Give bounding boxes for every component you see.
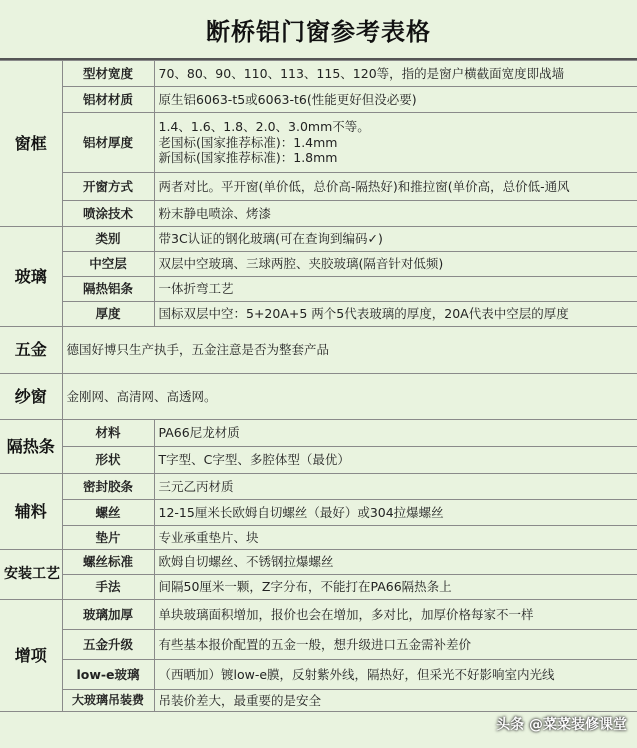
- row-label: 材料: [62, 420, 154, 447]
- reference-table: [0, 60, 637, 712]
- table-row: [0, 113, 637, 173]
- row-value: [154, 113, 637, 173]
- row-label: 中空层: [62, 252, 154, 277]
- row-label: 螺丝标准: [62, 550, 154, 575]
- row-value: 带3C认证的钢化玻璃(可在查询到编码✓): [154, 227, 637, 252]
- row-value: 粉末静电喷涂、烤漆: [154, 201, 637, 227]
- row-label: 玻璃加厚: [62, 600, 154, 630]
- row-label: 喷涂技术: [62, 201, 154, 227]
- row-value: 三元乙丙材质: [154, 474, 637, 500]
- table-row: [0, 201, 637, 227]
- table-row: [0, 374, 637, 420]
- table-row: [0, 500, 637, 526]
- category-window-frame: 窗框: [0, 61, 62, 227]
- category-thermal-strip: 隔热条: [0, 420, 62, 474]
- category-accessories: 辅料: [0, 474, 62, 550]
- category-glass: 玻璃: [0, 227, 62, 327]
- category-installation: 安装工艺: [0, 550, 62, 600]
- row-label: 五金升级: [62, 630, 154, 660]
- row-label: 手法: [62, 575, 154, 600]
- table-row: [0, 660, 637, 690]
- table-row: [0, 630, 637, 660]
- row-label: 铝材厚度: [62, 113, 154, 173]
- row-value: 12-15厘米长欧姆自切螺丝（最好）或304拉爆螺丝: [154, 500, 637, 526]
- table-row: [0, 690, 637, 712]
- row-label: 形状: [62, 447, 154, 474]
- row-value: 间隔50厘米一颗，Z字分布，不能打在PA66隔热条上: [154, 575, 637, 600]
- value-line: 1.4、1.6、1.8、2.0、3.0mm不等。: [158, 119, 370, 135]
- row-value: 原生铝6063-t5或6063-t6(性能更好但没必要): [154, 87, 637, 113]
- row-label: low-e玻璃: [62, 660, 154, 690]
- table-row: [0, 550, 637, 575]
- table-row: [0, 327, 637, 374]
- table-row: [0, 87, 637, 113]
- row-label: 大玻璃吊装费: [62, 690, 154, 712]
- page-title: 断桥铝门窗参考表格: [0, 0, 637, 60]
- table-row: [0, 302, 637, 327]
- row-value: T字型、C字型、多腔体型（最优）: [154, 447, 637, 474]
- row-value: 吊装价差大，最重要的是安全: [154, 690, 637, 712]
- table-row: [0, 227, 637, 252]
- row-value: 双层中空玻璃、三球两腔、夹胶玻璃(隔音针对低频): [154, 252, 637, 277]
- table-row: [0, 173, 637, 201]
- row-value: （西晒加）镀low-e膜，反射紫外线，隔热好，但采光不好影响室内光线: [154, 660, 637, 690]
- row-value: 欧姆自切螺丝、不锈钢拉爆螺丝: [154, 550, 637, 575]
- category-add-ons: 增项: [0, 600, 62, 712]
- table-row: [0, 600, 637, 630]
- table-row: [0, 277, 637, 302]
- row-label: 铝材材质: [62, 87, 154, 113]
- row-label: 型材宽度: [62, 61, 154, 87]
- row-label: 隔热铝条: [62, 277, 154, 302]
- row-value: 一体折弯工艺: [154, 277, 637, 302]
- row-label: 厚度: [62, 302, 154, 327]
- category-screen: 纱窗: [0, 374, 62, 420]
- table-row: [0, 252, 637, 277]
- value-line: 新国标(国家推荐标准)：1.8mm: [158, 150, 338, 166]
- row-label: 类别: [62, 227, 154, 252]
- row-value: 70、80、90、110、113、115、120等，指的是窗户横截面宽度即战墙: [154, 61, 637, 87]
- row-value: PA66尼龙材质: [154, 420, 637, 447]
- row-value: 金刚网、高清网、高透网。: [62, 374, 637, 420]
- category-hardware: 五金: [0, 327, 62, 374]
- table-row: [0, 447, 637, 474]
- table-row: [0, 526, 637, 550]
- row-value: 两者对比。平开窗(单价低，总价高-隔热好)和推拉窗(单价高，总价低-通风: [154, 173, 637, 201]
- row-label: 开窗方式: [62, 173, 154, 201]
- row-value: 有些基本报价配置的五金一般，想升级进口五金需补差价: [154, 630, 637, 660]
- row-value: 国标双层中空：5+20A+5 两个5代表玻璃的厚度，20A代表中空层的厚度: [154, 302, 637, 327]
- row-label: 密封胶条: [62, 474, 154, 500]
- row-value: 专业承重垫片、块: [154, 526, 637, 550]
- row-value: 单块玻璃面积增加，报价也会在增加，多对比，加厚价格每家不一样: [154, 600, 637, 630]
- row-label: 螺丝: [62, 500, 154, 526]
- watermark: 头条 @菜菜装修课堂: [496, 717, 627, 733]
- table-row: [0, 420, 637, 447]
- row-label: 垫片: [62, 526, 154, 550]
- value-line: 老国标(国家推荐标准)：1.4mm: [158, 134, 338, 150]
- table-row: [0, 474, 637, 500]
- table-row: [0, 575, 637, 600]
- table-row: [0, 61, 637, 87]
- row-value: 德国好博只生产执手，五金注意是否为整套产品: [62, 327, 637, 374]
